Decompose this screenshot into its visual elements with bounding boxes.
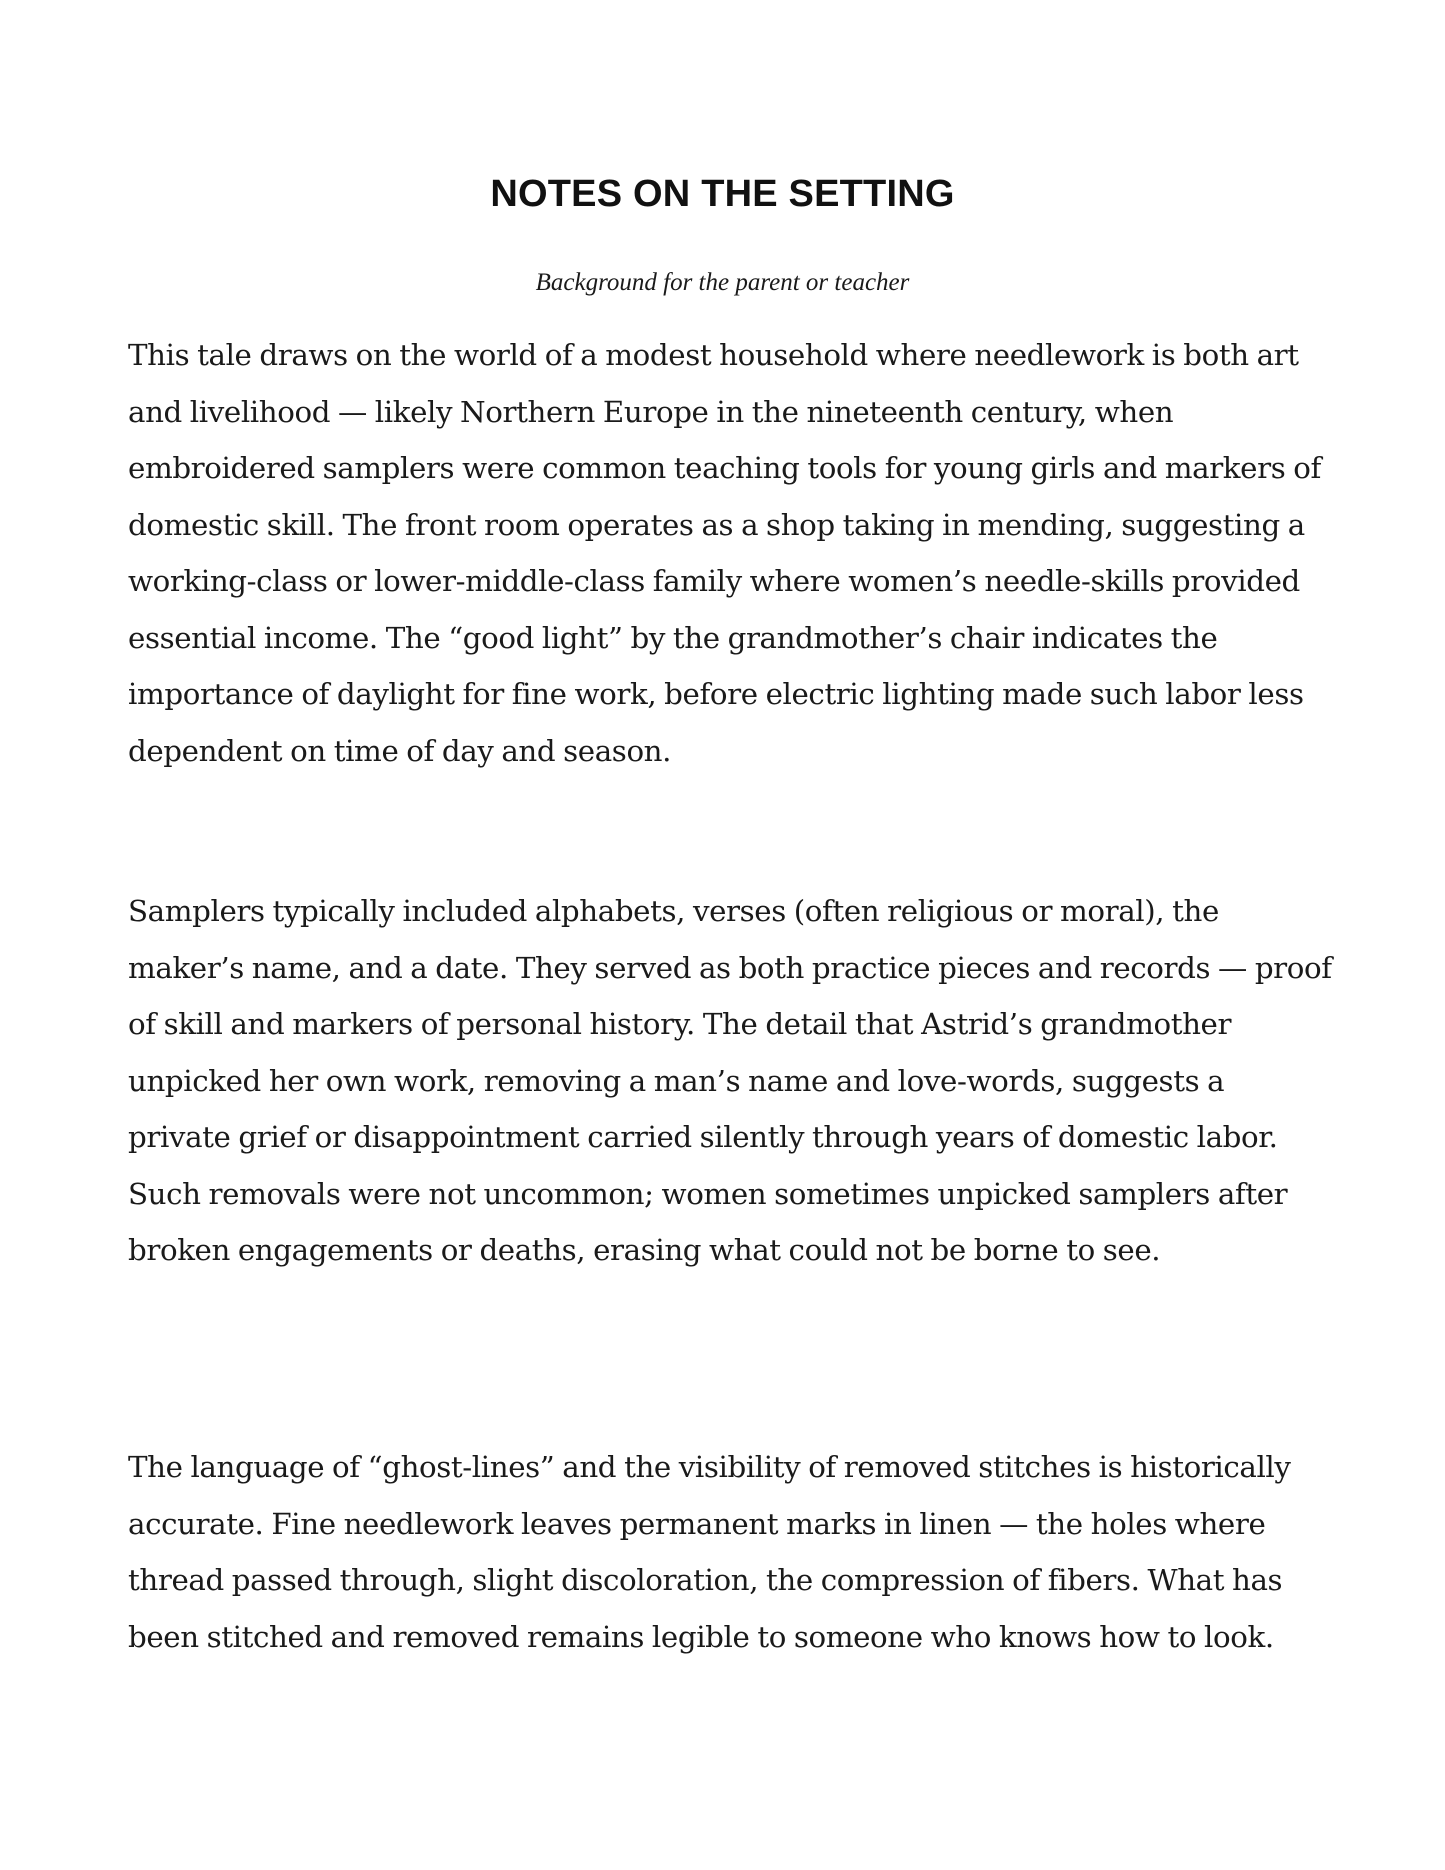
page-subtitle: Background for the parent or teacher: [535, 269, 910, 296]
paragraph-ghost-lines: The language of “ghost-lines” and the visibility of removed stitches is historically accurate. Fine needlework leaves permanent marks in linen — the holes where thread passed through, slight discoloration, the compression of fibers. What has been stitched and removed remains legible to someone who knows how to look.: [128, 1450, 1291, 1654]
page-title: NOTES ON THE SETTING: [490, 173, 955, 215]
paragraph-samplers: Samplers typically included alphabets, verses (often religious or moral), the maker’s name, and a date. They served as both practice pieces and records — proof of skill and markers of personal history. The detail that Astrid’s grandmother unpicked her own work, removing a man’s name and love-words, suggests a private grief or disappointment carried silently through years of domestic labor. Such removals were not uncommon; women sometimes unpicked samplers after broken engagements or deaths, erasing what could not be borne to see.: [128, 894, 1332, 1267]
paragraph-setting-household: This tale draws on the world of a modest household where needlework is both art and livelihood — likely Northern Europe in the nineteenth century, when embroidered samplers were common teaching tools for young girls and markers of domestic skill. The front room operates as a shop taking in mending, suggesting a working-class or lower-middle-class family where women’s needle-skills provided essential income. The “good light” by the grandmother’s chair indicates the importance of daylight for fine work, before electric lighting made such labor less dependent on time of day and season.: [128, 338, 1321, 768]
